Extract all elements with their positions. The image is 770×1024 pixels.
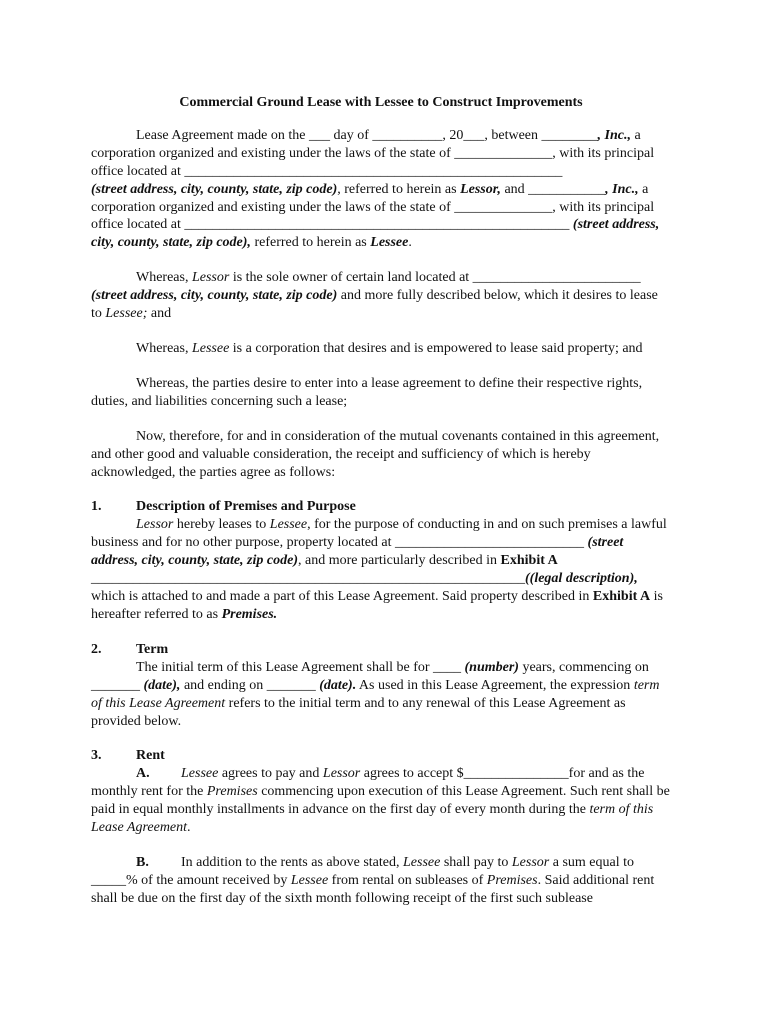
premises-term: Premises.	[221, 606, 278, 622]
section-text: ______________________________________________________________	[91, 571, 525, 587]
section-1-title: Description of Premises and Purpose	[136, 499, 356, 515]
lessee-term: Lessee	[290, 873, 329, 888]
lessor-term: Lessor,	[460, 181, 501, 197]
term-phrase: term of this Lease Agreement	[91, 802, 654, 836]
premises-term: Premises	[486, 873, 538, 888]
intro-text: and ___________	[500, 181, 606, 197]
whereas-text: is a corporation that desires and is empowered to lease said property; and	[229, 340, 643, 356]
land-address-hint: (street address, city, county, state, zip code)	[91, 288, 338, 304]
lessee-term: Lessee	[269, 517, 308, 533]
lessor-term: Lessor	[136, 517, 174, 533]
section-3b-body	[91, 854, 671, 908]
therefore-paragraph: Now, therefore, for and in consideration of the mutual covenants contained in this agreement, and other good and valuable consideration, the receipt and sufficiency of which is hereby acknowledged, the parties agree as follows:	[91, 428, 660, 480]
section-text: hereby leases to	[173, 517, 270, 533]
section-text: from rental on subleases of	[328, 873, 487, 888]
section-text: . Said additional rent shall be due on the first day of the sixth month following receipt of the first such sublease	[91, 873, 655, 906]
legal-description-hint: ((legal description),	[525, 571, 638, 587]
exhibit-a-ref: Exhibit A	[500, 553, 558, 569]
lessee-term: Lessee	[370, 235, 409, 251]
whereas-text: and more fully described below, which it desires to lease to	[91, 288, 658, 322]
section-1-number: 1.	[91, 499, 102, 515]
whereas-paragraph-2	[91, 340, 671, 358]
document-title: Commercial Ground Lease with Lessee to Construct Improvements	[179, 95, 583, 110]
lessor-address-hint: (street address, city, county, state, zip code)	[91, 181, 338, 197]
whereas-text: Whereas,	[136, 270, 192, 286]
number-hint: (number)	[464, 659, 519, 675]
section-3-title: Rent	[136, 748, 165, 764]
section-2-number: 2.	[91, 641, 102, 657]
section-text: refers to the initial term and to any renewal of this Lease Agreement as provided below.	[91, 695, 626, 729]
lessor-term: Lessor	[191, 270, 230, 286]
date-hint: (date),	[143, 677, 181, 693]
lessee-inc: , Inc.,	[605, 181, 639, 197]
lessee-term: Lessee	[181, 766, 219, 782]
intro-text: Lease Agreement made on the ___ day of __________, 20___, between ________	[136, 127, 598, 143]
lessor-inc: , Inc.,	[597, 127, 631, 143]
intro-text: a corporation organized and existing under the laws of the state of ______________, with its principal office located at ______________________________________________________	[91, 127, 655, 179]
term-phrase: term of this Lease Agreement	[91, 677, 660, 711]
section-text: In addition to the rents as above stated,	[181, 855, 403, 871]
section-text: agrees to pay and	[218, 766, 323, 782]
section-text: , and more particularly described in	[298, 553, 501, 569]
section-2-title: Term	[136, 641, 169, 657]
section-2-body	[91, 659, 671, 731]
section-3-number: 3.	[91, 748, 102, 764]
section-text: commencing upon execution of this Lease Agreement. Such rent shall be paid in equal monthly installments in advance on the first day of every month during the	[91, 784, 670, 818]
section-text: agrees to accept $_______________for and as the monthly rent for the	[91, 766, 645, 800]
intro-paragraph	[91, 127, 671, 252]
whereas-text: and	[147, 306, 172, 322]
section-3a-body	[91, 765, 671, 837]
section-1-body	[91, 516, 671, 623]
intro-text: .	[408, 235, 412, 251]
date-hint: (date).	[319, 677, 357, 693]
lessee-address-hint: (street address, city, county, state, zip code),	[91, 217, 660, 251]
subsection-b-label: B.	[136, 855, 149, 871]
lessee-term: Lessee;	[105, 306, 148, 322]
section-text: shall pay to	[440, 855, 512, 871]
whereas-paragraph-1	[91, 269, 671, 323]
section-text: is hereafter referred to as	[91, 589, 663, 622]
lessor-term: Lessor	[322, 766, 361, 782]
section-text: years, commencing on _______	[91, 659, 649, 693]
section-text: The initial term of this Lease Agreement shall be for ____	[136, 659, 465, 675]
lessee-term: Lessee	[191, 340, 230, 356]
lessor-term: Lessor	[511, 855, 550, 871]
section-text: As used in this Lease Agreement, the expression	[356, 677, 634, 693]
section-text: and ending on _______	[180, 677, 320, 693]
whereas-text: Whereas,	[136, 340, 192, 356]
section-text: which is attached to and made a part of this Lease Agreement. Said property described in	[91, 589, 593, 605]
intro-text: a corporation organized and existing under the laws of the state of ______________, with its principal office located at _______________________________________________________	[91, 181, 655, 233]
subsection-a-label: A.	[136, 766, 150, 782]
intro-text: , referred to herein as	[337, 181, 461, 197]
intro-text: referred to herein as	[250, 235, 371, 251]
section-3-heading	[91, 747, 671, 765]
whereas-paragraph-3: Whereas, the parties desire to enter into a lease agreement to define their respective rights, duties, and liabilities concerning such a lease;	[91, 375, 643, 409]
section-text: .	[187, 820, 191, 836]
section-text: a sum equal to _____% of the amount received by	[91, 855, 634, 888]
lessee-term: Lessee	[403, 855, 441, 871]
premises-term: Premises	[206, 784, 258, 800]
whereas-text: is the sole owner of certain land located at ________________________	[229, 270, 641, 286]
exhibit-a-ref: Exhibit A	[592, 589, 651, 605]
document-body	[91, 94, 671, 925]
section-1-heading	[91, 498, 671, 516]
premises-address-hint: (street address, city, county, state, zip code)	[91, 535, 624, 569]
section-2-heading	[91, 641, 671, 659]
section-text: , for the purpose of conducting in and on such premises a lawful business and for no other purpose, property located at ___________________________	[91, 517, 667, 551]
